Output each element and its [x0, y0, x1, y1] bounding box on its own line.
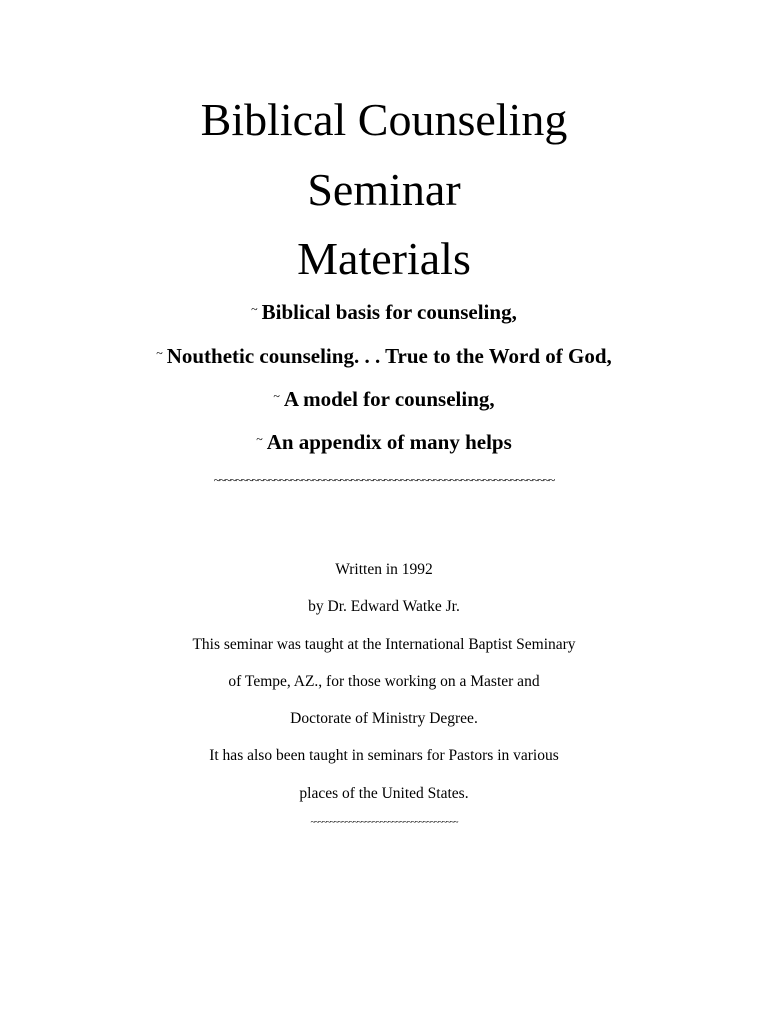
topic-text: Nouthetic counseling. . . True to the Word of God,: [166, 344, 612, 368]
topic-marker: ~: [273, 389, 280, 403]
author-line: by Dr. Edward Watke Jr.: [308, 598, 460, 615]
tilde-divider-bottom: ~~~~~~~~~~~~~~~~~~~~~~~~~~~~~~~~~~~~~~: [310, 817, 458, 827]
topic-item: [0, 346, 768, 367]
topic-item: [0, 389, 768, 410]
description-line: This seminar was taught at the International Baptist Seminary: [192, 636, 576, 653]
topic-item: [0, 432, 768, 453]
title-line-3: Materials: [297, 233, 471, 284]
topic-marker: ~: [156, 346, 163, 360]
tilde-divider-top: ~~~~~~~~~~~~~~~~~~~~~~~~~~~~~~~~~~~~~~~~~~~~~~~~~~~~~~~~~~~~~~: [213, 473, 555, 487]
description-line: It has also been taught in seminars for Pastors in various: [209, 747, 559, 764]
topic-marker: ~: [256, 432, 263, 446]
written-date: Written in 1992: [335, 561, 433, 578]
topic-marker: ~: [251, 302, 258, 316]
topic-text: Biblical basis for counseling,: [261, 300, 517, 324]
description-line: places of the United States.: [299, 785, 469, 802]
description-line: Doctorate of Ministry Degree.: [290, 710, 478, 727]
topic-item: [0, 302, 768, 323]
topic-text: A model for counseling,: [283, 387, 495, 411]
title-line-2: Seminar: [307, 164, 461, 215]
description-line: of Tempe, AZ., for those working on a Master and: [228, 673, 540, 690]
topic-text: An appendix of many helps: [266, 430, 512, 454]
title-line-1: Biblical Counseling: [200, 94, 568, 145]
